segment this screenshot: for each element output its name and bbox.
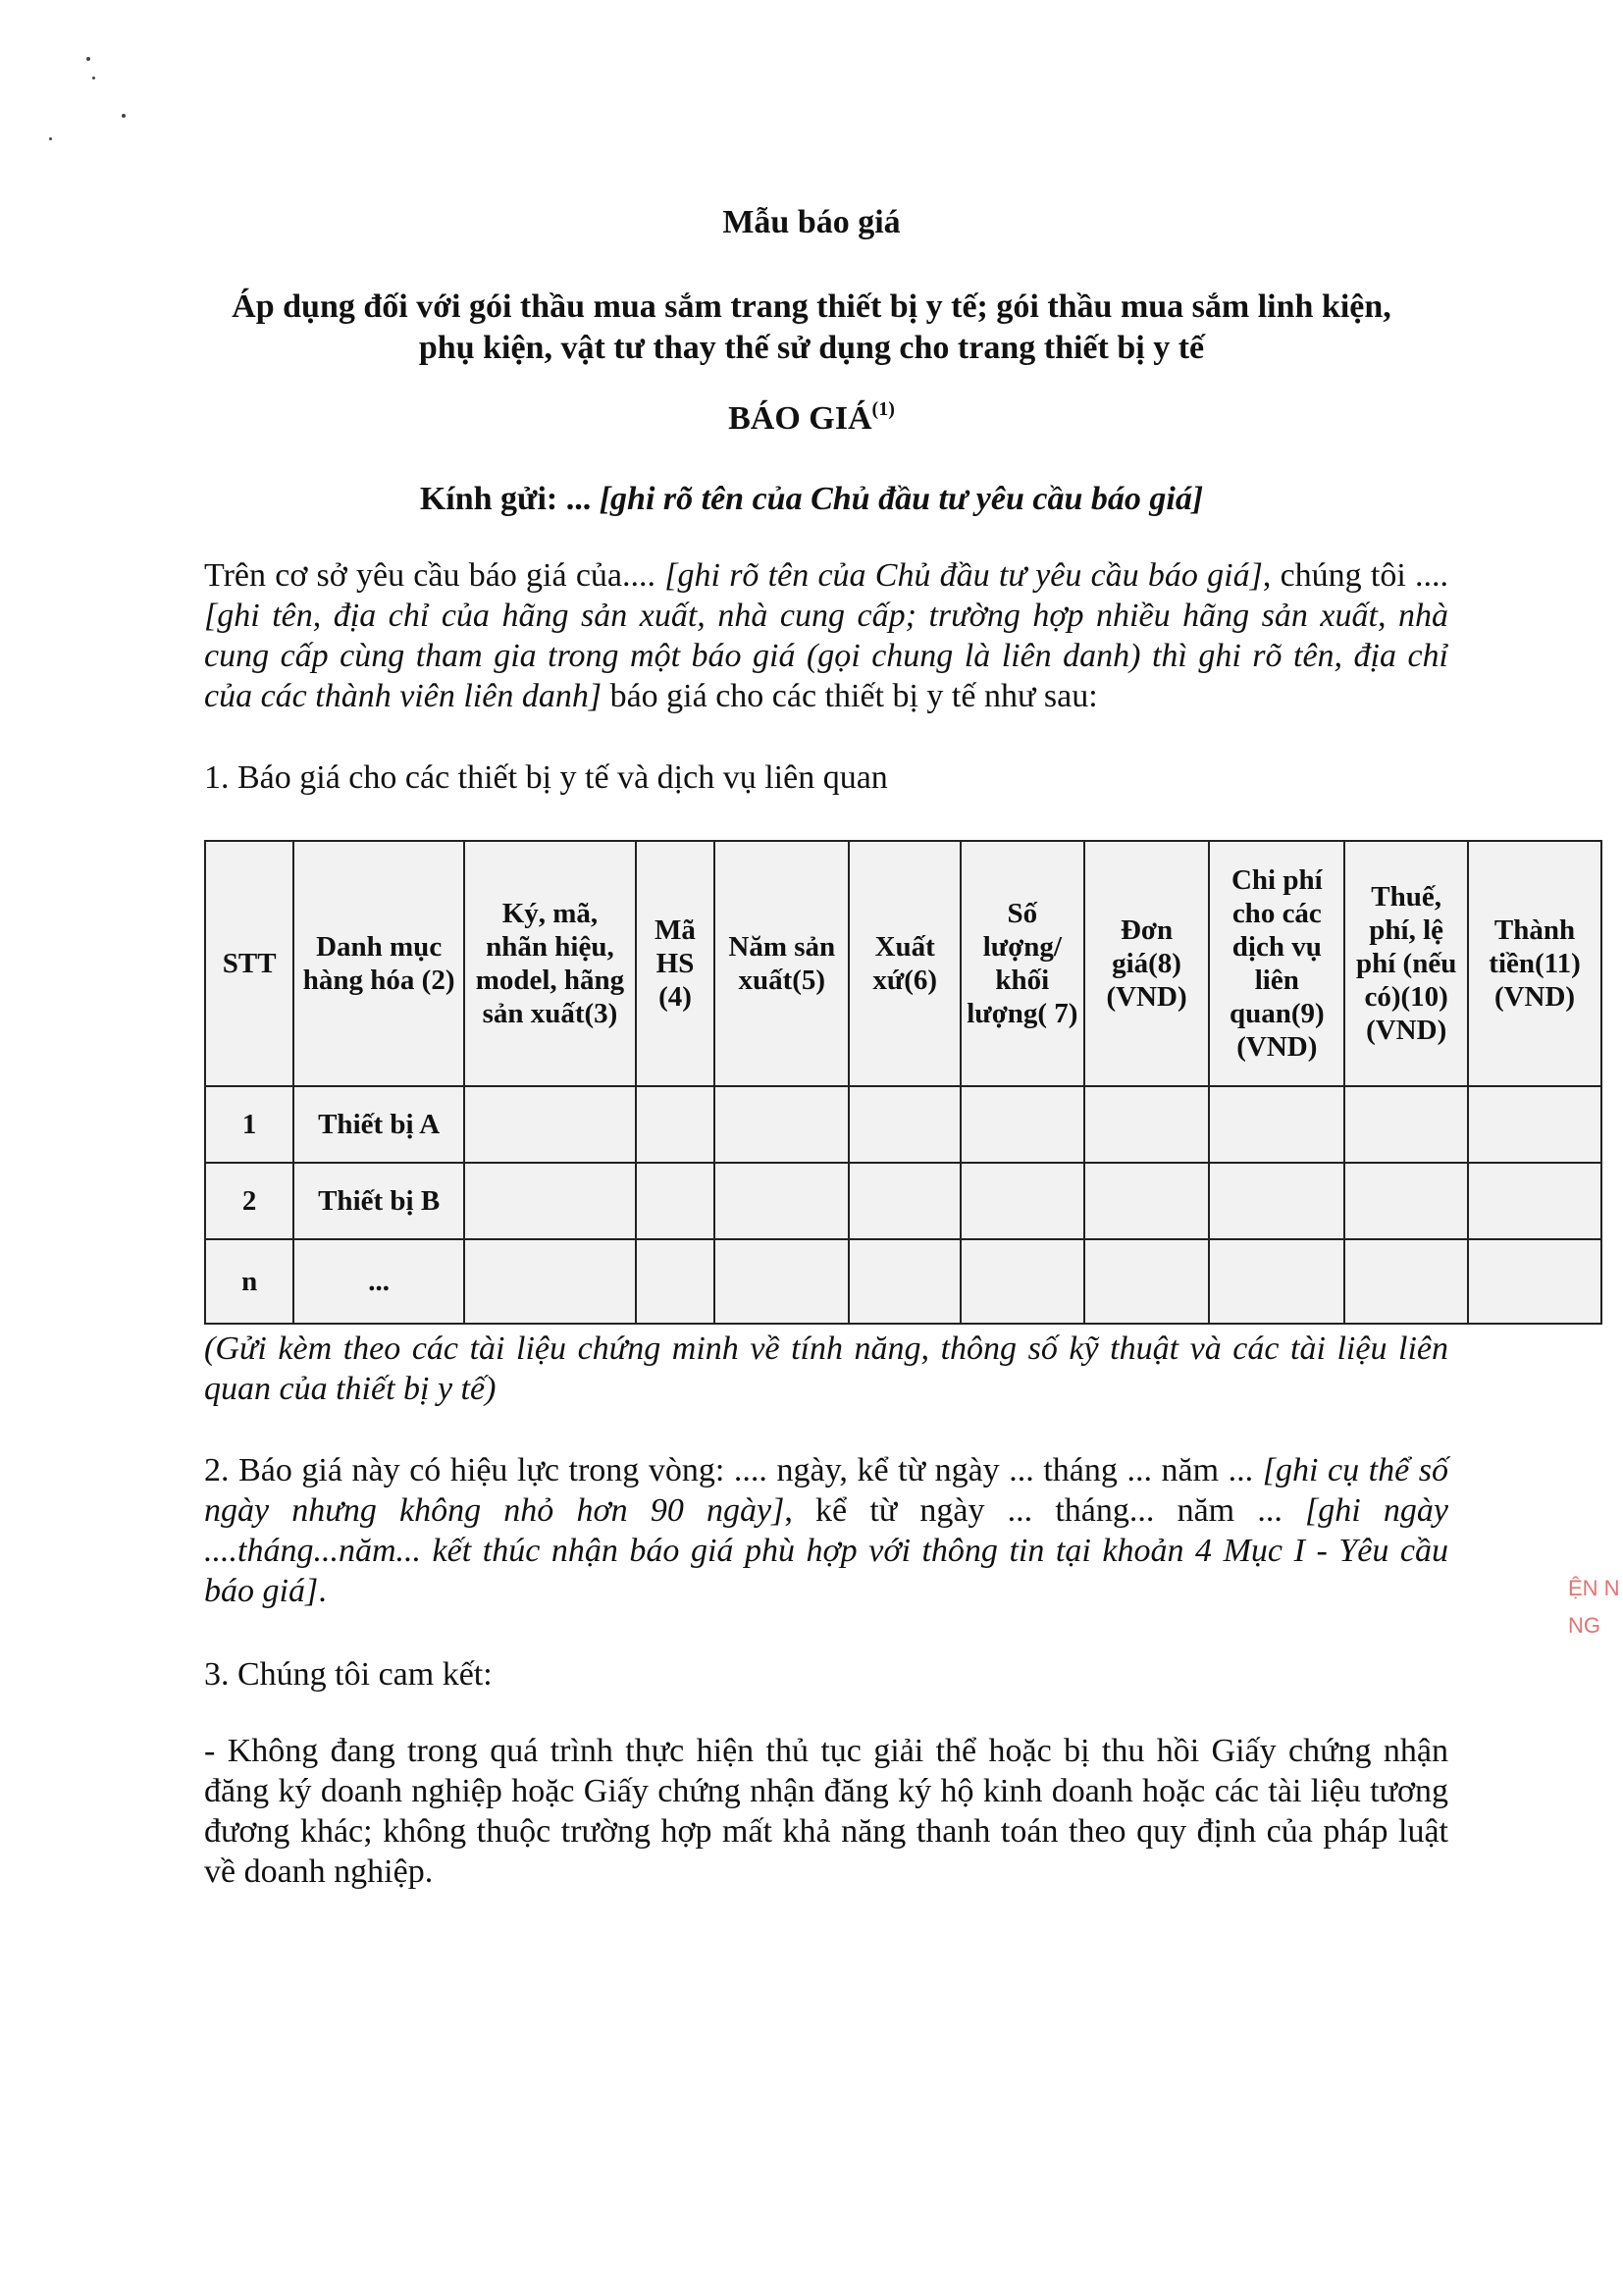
table-cell: [1344, 1086, 1468, 1163]
section-2-hint: [ghi cụ thể số ngày nhưng không nhỏ hơn 90 ngày]: [204, 1452, 1448, 1529]
table-cell: Thiết bị A: [293, 1086, 464, 1163]
intro-hint: [ghi rõ tên của Chủ đầu tư yêu cầu báo giá]: [664, 557, 1263, 594]
table-cell: [961, 1163, 1084, 1239]
scan-speck: [49, 137, 52, 140]
table-cell: ...: [293, 1239, 464, 1324]
doc-title-footnote: (1): [871, 398, 895, 420]
table-cell: [714, 1163, 849, 1239]
header-cell: Thành tiền(11) (VND): [1468, 841, 1601, 1086]
header-cell: Số lượng/ khối lượng( 7): [961, 841, 1084, 1086]
table-cell: [636, 1163, 714, 1239]
table-cell: 2: [205, 1163, 293, 1239]
table-header-row: [205, 841, 1601, 1086]
subtitle-line-1: Áp dụng đối với gói thầu mua sắm trang thiết bị y tế; gói thầu mua sắm linh kiện,: [232, 288, 1391, 325]
section-2-text: , kể từ ngày ... tháng... năm ...: [784, 1492, 1306, 1529]
commitment-paragraph: - Không đang trong quá trình thực hiện thủ tục giải thể hoặc bị thu hồi Giấy chứng nhận đăng ký doanh nghiệp hoặc Giấy chứng nhận đăng ký hộ kinh doanh hoặc các tài liệu tương đương khác; không thuộc trường hợp mất khả năng thanh toán theo quy định của pháp luật về doanh nghiệp.: [204, 1733, 1448, 1890]
table-cell: [1084, 1239, 1210, 1324]
intro-hint: [ghi tên, địa chỉ của hãng sản xuất, nhà cung cấp; trường hợp nhiều hãng sản xuất, nhà cung cấp cùng tham gia trong một báo giá (gọi chung là liên danh) thì ghi rõ tên, địa chỉ của các thành viên liên danh]: [204, 598, 1448, 714]
section-2-text: 2. Báo giá này có hiệu lực trong vòng: .... ngày, kể từ ngày ... tháng ... năm ...: [204, 1452, 1263, 1488]
scan-speck: [92, 77, 95, 79]
header-cell: Năm sản xuất(5): [714, 841, 849, 1086]
header-cell: Đơn giá(8) (VND): [1084, 841, 1210, 1086]
addressee: [157, 481, 1466, 518]
header-cell: Chi phí cho các dịch vụ liên quan(9) (VND): [1209, 841, 1344, 1086]
table-cell: [464, 1086, 636, 1163]
header-cell: Danh mục hàng hóa (2): [293, 841, 464, 1086]
table-cell: [464, 1163, 636, 1239]
table-cell: Thiết bị B: [293, 1163, 464, 1239]
section-1-title: 1. Báo giá cho các thiết bị y tế và dịch vụ liên quan: [204, 759, 888, 796]
table-cell: [636, 1086, 714, 1163]
table-cell: [849, 1163, 961, 1239]
table-cell: [1468, 1239, 1601, 1324]
table-cell: [1344, 1163, 1468, 1239]
table-cell: [464, 1239, 636, 1324]
subtitle: [157, 287, 1466, 369]
header-cell: Ký, mã, nhãn hiệu, model, hãng sản xuất(3): [464, 841, 636, 1086]
table-row: [205, 1086, 1601, 1163]
intro-paragraph: [204, 555, 1448, 716]
table-cell: [1084, 1163, 1210, 1239]
table-cell: [1344, 1239, 1468, 1324]
table-cell: [961, 1086, 1084, 1163]
section-2-text: .: [318, 1573, 327, 1609]
attachment-note: (Gửi kèm theo các tài liệu chứng minh về tính năng, thông số kỹ thuật và các tài liệu liên quan của thiết bị y tế): [204, 1331, 1448, 1407]
header-cell: Mã HS (4): [636, 841, 714, 1086]
section-2-paragraph: [204, 1450, 1448, 1611]
section-2-hint: [ghi ngày ....tháng...năm... kết thúc nhận báo giá phù hợp với thông tin tại khoản 4 Mục I - Yêu cầu báo giá]: [204, 1492, 1448, 1609]
table-cell: [714, 1239, 849, 1324]
intro-text: , chúng tôi ....: [1262, 557, 1449, 594]
header-cell: Thuế, phí, lệ phí (nếu có)(10) (VND): [1344, 841, 1468, 1086]
table-cell: [1209, 1163, 1344, 1239]
intro-text: Trên cơ sở yêu cầu báo giá của....: [204, 557, 656, 594]
table-row: [205, 1239, 1601, 1324]
subtitle-line-2: phụ kiện, vật tư thay thế sử dụng cho trang thiết bị y tế: [418, 330, 1205, 366]
doc-title: [157, 400, 1466, 438]
table-cell: [1468, 1086, 1601, 1163]
table-cell: [1468, 1163, 1601, 1239]
section-3-title: 3. Chúng tôi cam kết:: [204, 1656, 493, 1693]
table-cell: [1209, 1239, 1344, 1324]
table-cell: [1084, 1086, 1210, 1163]
table-cell: [1209, 1086, 1344, 1163]
table-cell: [961, 1239, 1084, 1324]
table-cell: [636, 1239, 714, 1324]
addressee-hint: [ghi rõ tên của Chủ đầu tư yêu cầu báo giá]: [599, 481, 1204, 517]
table-cell: 1: [205, 1086, 293, 1163]
quotation-table: [204, 840, 1602, 1325]
table-cell: n: [205, 1239, 293, 1324]
table-cell: [849, 1239, 961, 1324]
table-cell: [849, 1086, 961, 1163]
intro-text: báo giá cho các thiết bị y tế như sau:: [602, 678, 1098, 714]
doc-title-text: BÁO GIÁ: [728, 400, 872, 437]
red-stamp-fragment: ỆN N NG: [1568, 1576, 1620, 1638]
table-cell: [714, 1086, 849, 1163]
form-title: Mẫu báo giá: [722, 204, 901, 240]
table-row: [205, 1163, 1601, 1239]
scan-speck: [122, 114, 126, 118]
addressee-label: Kính gửi: ...: [419, 481, 592, 517]
scan-speck: [86, 57, 90, 61]
header-cell: Xuất xứ(6): [849, 841, 961, 1086]
header-cell: STT: [205, 841, 293, 1086]
